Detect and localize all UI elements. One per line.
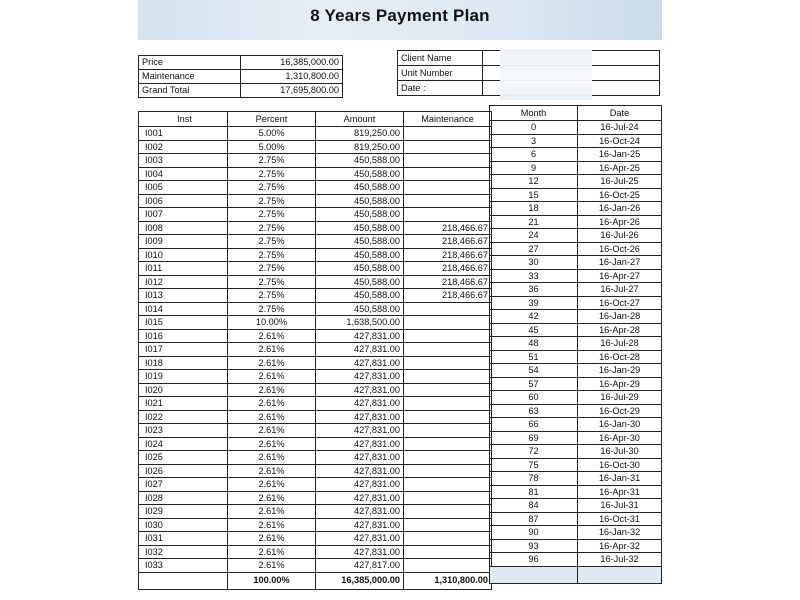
table-row (139, 370, 492, 384)
inst-cell: I011 (139, 262, 228, 276)
schedule-row (490, 445, 662, 459)
date-cell: 16-Jan-26 (578, 202, 662, 216)
inst-cell: I021 (139, 397, 228, 411)
schedule-row (490, 175, 662, 189)
date-cell: 16-Jul-29 (578, 391, 662, 405)
table-row (139, 248, 492, 262)
maintenance-cell: 218,466.67 (404, 262, 492, 276)
percent-cell: 10.00% (228, 316, 316, 330)
schedule-row (490, 296, 662, 310)
percent-cell: 2.75% (228, 208, 316, 222)
inst-cell: I025 (139, 451, 228, 465)
amount-cell: 450,588.00 (316, 248, 404, 262)
schedule-row (490, 431, 662, 445)
amount-cell: 427,831.00 (316, 518, 404, 532)
month-cell: 72 (490, 445, 578, 459)
month-cell: 81 (490, 485, 578, 499)
schedule-row (490, 229, 662, 243)
maintenance-cell (404, 424, 492, 438)
date-cell: 16-Jan-32 (578, 526, 662, 540)
amount-cell: 427,831.00 (316, 437, 404, 451)
percent-cell: 2.61% (228, 343, 316, 357)
schedule-row (490, 377, 662, 391)
percent-cell: 2.61% (228, 356, 316, 370)
month-cell: 27 (490, 242, 578, 256)
amount-cell: 427,831.00 (316, 410, 404, 424)
maintenance-cell: 218,466.67 (404, 289, 492, 303)
inst-cell: I004 (139, 167, 228, 181)
schedule-row (490, 472, 662, 486)
date-cell: 16-Jan-29 (578, 364, 662, 378)
date-cell: 16-Apr-25 (578, 161, 662, 175)
date-cell: 16-Apr-29 (578, 377, 662, 391)
percent-cell: 2.61% (228, 491, 316, 505)
maintenance-cell (404, 464, 492, 478)
date-cell: 16-Oct-26 (578, 242, 662, 256)
percent-cell: 2.75% (228, 181, 316, 195)
summary-label: Grand Total (139, 84, 241, 98)
amount-cell: 427,831.00 (316, 532, 404, 546)
amount-cell: 427,831.00 (316, 397, 404, 411)
maintenance-cell (404, 154, 492, 168)
date-cell: 16-Oct-31 (578, 512, 662, 526)
month-cell: 30 (490, 256, 578, 270)
date-cell: 16-Jan-31 (578, 472, 662, 486)
installments-table (138, 111, 492, 590)
percent-cell: 2.61% (228, 518, 316, 532)
month-cell: 33 (490, 269, 578, 283)
month-cell: 21 (490, 215, 578, 229)
inst-cell: I033 (139, 559, 228, 573)
inst-cell: I002 (139, 140, 228, 154)
schedule-table (489, 105, 662, 584)
inst-cell: I028 (139, 491, 228, 505)
date-cell: 16-Oct-29 (578, 404, 662, 418)
maintenance-cell (404, 383, 492, 397)
schedule-row (490, 526, 662, 540)
month-cell: 87 (490, 512, 578, 526)
schedule-row (490, 310, 662, 324)
maintenance-cell: 218,466.67 (404, 275, 492, 289)
percent-cell: 2.61% (228, 424, 316, 438)
percent-cell: 2.75% (228, 167, 316, 181)
total-percent: 100.00% (228, 572, 316, 589)
amount-cell: 427,817.00 (316, 559, 404, 573)
client-label: Unit Number (398, 66, 483, 81)
header-percent: Percent (228, 112, 316, 127)
table-row (139, 532, 492, 546)
percent-cell: 2.75% (228, 302, 316, 316)
month-cell: 75 (490, 458, 578, 472)
inst-cell: I005 (139, 181, 228, 195)
month-cell: 24 (490, 229, 578, 243)
percent-cell: 2.61% (228, 329, 316, 343)
table-row (139, 221, 492, 235)
table-row (139, 208, 492, 222)
client-label: Date : (398, 81, 483, 96)
table-row (139, 167, 492, 181)
summary-row (139, 70, 343, 84)
schedule-row (490, 121, 662, 135)
date-cell: 16-Jan-30 (578, 418, 662, 432)
table-row (139, 329, 492, 343)
maintenance-cell (404, 478, 492, 492)
table-row (139, 194, 492, 208)
maintenance-cell (404, 127, 492, 141)
table-row (139, 302, 492, 316)
amount-cell: 427,831.00 (316, 329, 404, 343)
month-cell: 6 (490, 148, 578, 162)
percent-cell: 2.61% (228, 559, 316, 573)
inst-cell: I029 (139, 505, 228, 519)
maintenance-cell (404, 181, 492, 195)
schedule-row (490, 485, 662, 499)
amount-cell: 819,250.00 (316, 127, 404, 141)
date-cell: 16-Jul-26 (578, 229, 662, 243)
schedule-row (490, 148, 662, 162)
amount-cell: 427,831.00 (316, 464, 404, 478)
table-row (139, 343, 492, 357)
schedule-row (490, 215, 662, 229)
inst-cell: I001 (139, 127, 228, 141)
maintenance-cell (404, 410, 492, 424)
date-cell: 16-Jul-25 (578, 175, 662, 189)
schedule-row (490, 202, 662, 216)
percent-cell: 2.75% (228, 194, 316, 208)
amount-cell: 450,588.00 (316, 221, 404, 235)
schedule-row (490, 283, 662, 297)
table-row (139, 545, 492, 559)
inst-cell: I007 (139, 208, 228, 222)
percent-cell: 2.75% (228, 154, 316, 168)
table-row (139, 410, 492, 424)
schedule-row (490, 350, 662, 364)
table-row (139, 518, 492, 532)
maintenance-cell (404, 194, 492, 208)
header-month: Month (490, 106, 578, 121)
maintenance-cell (404, 329, 492, 343)
date-cell: 16-Apr-31 (578, 485, 662, 499)
date-cell: 16-Oct-28 (578, 350, 662, 364)
amount-cell: 427,831.00 (316, 545, 404, 559)
table-row (139, 289, 492, 303)
inst-cell: I010 (139, 248, 228, 262)
amount-cell: 450,588.00 (316, 275, 404, 289)
table-row (139, 383, 492, 397)
date-cell: 16-Oct-30 (578, 458, 662, 472)
schedule-row (490, 404, 662, 418)
maintenance-cell (404, 491, 492, 505)
percent-cell: 2.61% (228, 505, 316, 519)
percent-cell: 2.75% (228, 289, 316, 303)
percent-cell: 2.61% (228, 437, 316, 451)
schedule-row (490, 269, 662, 283)
table-row (139, 464, 492, 478)
percent-cell: 2.61% (228, 383, 316, 397)
maintenance-cell: 218,466.67 (404, 248, 492, 262)
month-cell: 9 (490, 161, 578, 175)
inst-cell: I032 (139, 545, 228, 559)
month-cell: 96 (490, 553, 578, 567)
schedule-row (490, 256, 662, 270)
header-maintenance: Maintenance (404, 112, 492, 127)
date-cell: 16-Apr-28 (578, 323, 662, 337)
percent-cell: 2.61% (228, 397, 316, 411)
inst-cell: I020 (139, 383, 228, 397)
schedule-row (490, 391, 662, 405)
date-cell: 16-Jul-30 (578, 445, 662, 459)
inst-cell: I015 (139, 316, 228, 330)
month-cell: 18 (490, 202, 578, 216)
date-cell: 16-Oct-24 (578, 134, 662, 148)
maintenance-cell (404, 532, 492, 546)
month-cell: 60 (490, 391, 578, 405)
table-row (139, 424, 492, 438)
date-cell: 16-Oct-25 (578, 188, 662, 202)
month-cell: 3 (490, 134, 578, 148)
percent-cell: 2.61% (228, 370, 316, 384)
total-amount: 16,385,000.00 (316, 572, 404, 589)
inst-cell: I014 (139, 302, 228, 316)
schedule-row (490, 458, 662, 472)
inst-cell: I003 (139, 154, 228, 168)
schedule-row (490, 161, 662, 175)
table-row (139, 154, 492, 168)
amount-cell: 450,588.00 (316, 302, 404, 316)
percent-cell: 2.61% (228, 545, 316, 559)
month-cell: 84 (490, 499, 578, 513)
amount-cell: 450,588.00 (316, 289, 404, 303)
amount-cell: 450,588.00 (316, 262, 404, 276)
amount-cell: 450,588.00 (316, 167, 404, 181)
maintenance-cell (404, 437, 492, 451)
month-cell: 36 (490, 283, 578, 297)
table-row (139, 356, 492, 370)
redacted-area (500, 50, 592, 100)
inst-cell: I023 (139, 424, 228, 438)
maintenance-cell (404, 208, 492, 222)
percent-cell: 2.75% (228, 248, 316, 262)
amount-cell: 427,831.00 (316, 343, 404, 357)
table-row (139, 559, 492, 573)
totals-row (139, 572, 492, 589)
maintenance-cell (404, 451, 492, 465)
table-row (139, 505, 492, 519)
month-cell: 39 (490, 296, 578, 310)
schedule-row (490, 539, 662, 553)
amount-cell: 450,588.00 (316, 194, 404, 208)
inst-cell: I027 (139, 478, 228, 492)
summary-value: 16,385,000.00 (241, 56, 343, 70)
maintenance-cell (404, 545, 492, 559)
month-cell: 0 (490, 121, 578, 135)
amount-cell: 450,588.00 (316, 154, 404, 168)
schedule-row (490, 512, 662, 526)
percent-cell: 2.75% (228, 275, 316, 289)
date-cell: 16-Jul-24 (578, 121, 662, 135)
maintenance-cell: 218,466.67 (404, 221, 492, 235)
percent-cell: 2.61% (228, 451, 316, 465)
percent-cell: 2.75% (228, 221, 316, 235)
percent-cell: 5.00% (228, 140, 316, 154)
schedule-row (490, 364, 662, 378)
inst-cell: I006 (139, 194, 228, 208)
schedule-footer-date (578, 566, 662, 583)
summary-value: 17,695,800.00 (241, 84, 343, 98)
amount-cell: 819,250.00 (316, 140, 404, 154)
amount-cell: 427,831.00 (316, 356, 404, 370)
amount-cell: 1,638,500.00 (316, 316, 404, 330)
month-cell: 15 (490, 188, 578, 202)
schedule-row (490, 499, 662, 513)
month-cell: 66 (490, 418, 578, 432)
inst-cell: I008 (139, 221, 228, 235)
maintenance-cell (404, 140, 492, 154)
inst-cell: I013 (139, 289, 228, 303)
amount-cell: 427,831.00 (316, 478, 404, 492)
maintenance-cell (404, 370, 492, 384)
summary-value: 1,310,800.00 (241, 70, 343, 84)
inst-cell: I024 (139, 437, 228, 451)
date-cell: 16-Jan-27 (578, 256, 662, 270)
month-cell: 57 (490, 377, 578, 391)
table-row (139, 181, 492, 195)
schedule-row (490, 188, 662, 202)
schedule-row (490, 337, 662, 351)
month-cell: 93 (490, 539, 578, 553)
maintenance-cell (404, 559, 492, 573)
summary-row (139, 84, 343, 98)
amount-cell: 427,831.00 (316, 370, 404, 384)
month-cell: 69 (490, 431, 578, 445)
inst-cell: I018 (139, 356, 228, 370)
amount-cell: 450,588.00 (316, 208, 404, 222)
percent-cell: 2.61% (228, 464, 316, 478)
table-row (139, 262, 492, 276)
price-summary-table (138, 55, 343, 98)
inst-cell: I030 (139, 518, 228, 532)
month-cell: 12 (490, 175, 578, 189)
schedule-footer-month (490, 566, 578, 583)
amount-cell: 427,831.00 (316, 505, 404, 519)
header-amount: Amount (316, 112, 404, 127)
inst-cell: I019 (139, 370, 228, 384)
date-cell: 16-Apr-32 (578, 539, 662, 553)
table-row (139, 397, 492, 411)
date-cell: 16-Apr-27 (578, 269, 662, 283)
table-row (139, 275, 492, 289)
percent-cell: 5.00% (228, 127, 316, 141)
summary-row (139, 56, 343, 70)
month-cell: 45 (490, 323, 578, 337)
inst-cell: I031 (139, 532, 228, 546)
date-cell: 16-Jan-25 (578, 148, 662, 162)
schedule-row (490, 134, 662, 148)
maintenance-cell (404, 518, 492, 532)
inst-cell: I009 (139, 235, 228, 249)
summary-label: Price (139, 56, 241, 70)
client-label: Client Name (398, 51, 483, 66)
percent-cell: 2.61% (228, 478, 316, 492)
month-cell: 42 (490, 310, 578, 324)
table-row (139, 316, 492, 330)
scan-margin (0, 0, 136, 600)
installments-header-row (139, 112, 492, 127)
header-date: Date (578, 106, 662, 121)
total-inst (139, 572, 228, 589)
date-cell: 16-Jan-28 (578, 310, 662, 324)
table-row (139, 451, 492, 465)
date-cell: 16-Jul-31 (578, 499, 662, 513)
maintenance-cell (404, 397, 492, 411)
table-row (139, 140, 492, 154)
schedule-row (490, 553, 662, 567)
month-cell: 48 (490, 337, 578, 351)
month-cell: 78 (490, 472, 578, 486)
date-cell: 16-Jul-27 (578, 283, 662, 297)
inst-cell: I012 (139, 275, 228, 289)
schedule-row (490, 323, 662, 337)
month-cell: 51 (490, 350, 578, 364)
percent-cell: 2.61% (228, 532, 316, 546)
table-row (139, 127, 492, 141)
maintenance-cell (404, 167, 492, 181)
percent-cell: 2.75% (228, 262, 316, 276)
month-cell: 90 (490, 526, 578, 540)
schedule-row (490, 242, 662, 256)
date-cell: 16-Apr-26 (578, 215, 662, 229)
table-row (139, 478, 492, 492)
page-title: 8 Years Payment Plan (310, 6, 490, 25)
inst-cell: I022 (139, 410, 228, 424)
schedule-header-row (490, 106, 662, 121)
summary-label: Maintenance (139, 70, 241, 84)
amount-cell: 427,831.00 (316, 424, 404, 438)
header-inst: Inst (139, 112, 228, 127)
amount-cell: 427,831.00 (316, 383, 404, 397)
date-cell: 16-Jul-28 (578, 337, 662, 351)
maintenance-cell (404, 302, 492, 316)
date-cell: 16-Apr-30 (578, 431, 662, 445)
date-cell: 16-Oct-27 (578, 296, 662, 310)
maintenance-cell (404, 316, 492, 330)
maintenance-cell (404, 356, 492, 370)
amount-cell: 450,588.00 (316, 235, 404, 249)
schedule-row (490, 418, 662, 432)
date-cell: 16-Jul-32 (578, 553, 662, 567)
maintenance-cell (404, 505, 492, 519)
percent-cell: 2.61% (228, 410, 316, 424)
inst-cell: I016 (139, 329, 228, 343)
maintenance-cell: 218,466.67 (404, 235, 492, 249)
month-cell: 54 (490, 364, 578, 378)
table-row (139, 491, 492, 505)
table-row (139, 235, 492, 249)
schedule-footer-row (490, 566, 662, 583)
amount-cell: 427,831.00 (316, 491, 404, 505)
table-row (139, 437, 492, 451)
maintenance-cell (404, 343, 492, 357)
amount-cell: 427,831.00 (316, 451, 404, 465)
amount-cell: 450,588.00 (316, 181, 404, 195)
total-maintenance: 1,310,800.00 (404, 572, 492, 589)
percent-cell: 2.75% (228, 235, 316, 249)
inst-cell: I017 (139, 343, 228, 357)
inst-cell: I026 (139, 464, 228, 478)
month-cell: 63 (490, 404, 578, 418)
